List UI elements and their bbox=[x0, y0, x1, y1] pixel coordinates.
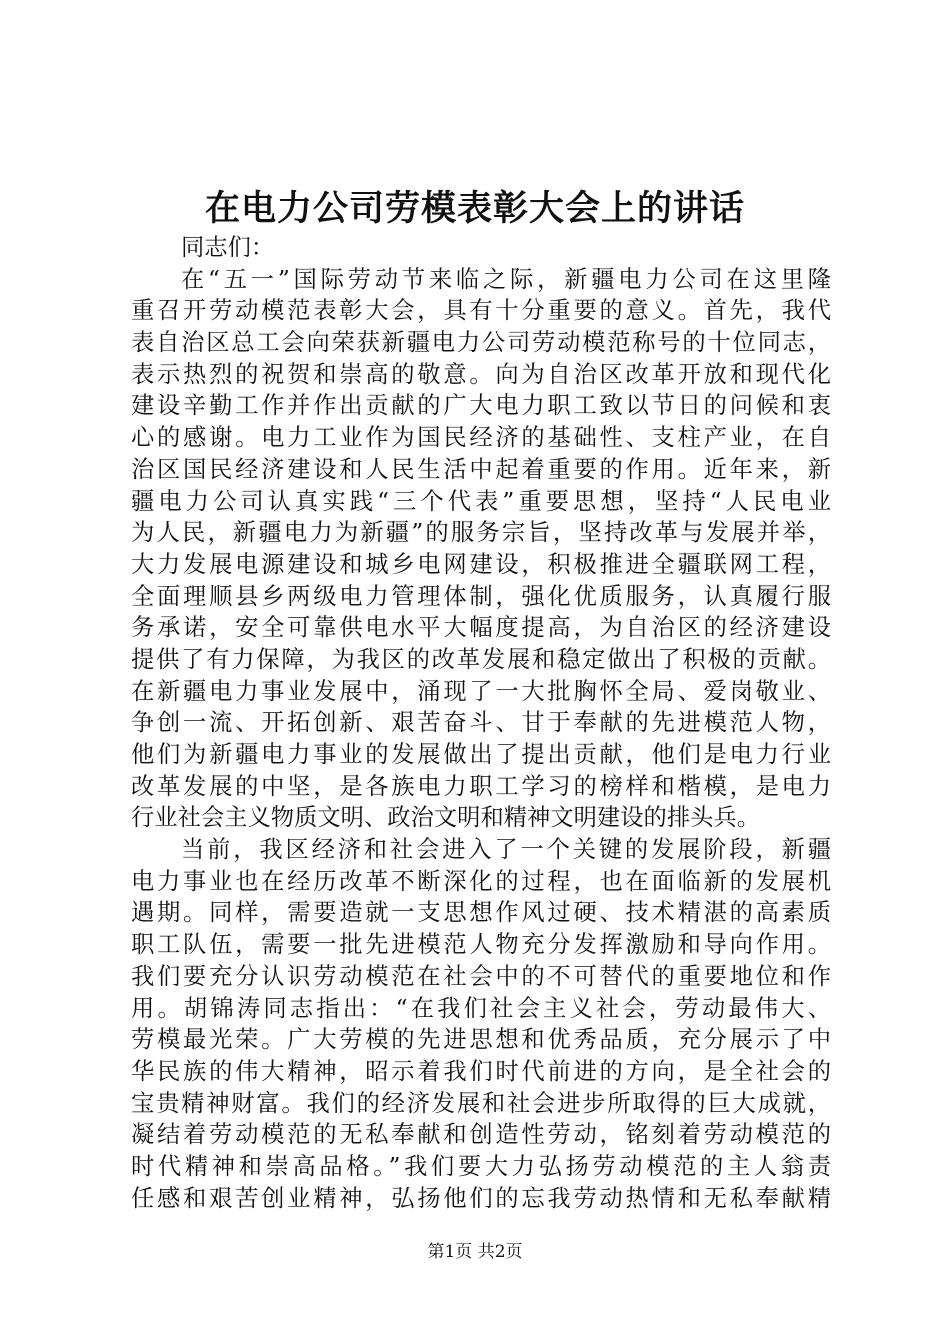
text-line: 在新疆电力事业发展中，涌现了一大批胸怀全局、爱岗敬业、 bbox=[131, 677, 831, 705]
document-body bbox=[131, 232, 831, 1214]
text-line: 华民族的伟大精神，昭示着我们时代前进的方向，是全社会的 bbox=[131, 1057, 831, 1085]
text-line: 务承诺，安全可靠供电水平大幅度提高，为自治区的经济建设 bbox=[131, 614, 831, 642]
text-line: 职工队伍，需要一批先进模范人物充分发挥激励和导向作用。 bbox=[131, 931, 831, 959]
salutation-line: 同志们： bbox=[181, 234, 275, 261]
text-line: 行业社会主义物质文明、政治文明和精神文明建设的排头兵。 bbox=[131, 804, 761, 832]
text-line: 为人民，新疆电力为新疆”的服务宗旨，坚持改革与发展并举， bbox=[131, 519, 831, 547]
text-line: 用。胡锦涛同志指出：“在我们社会主义社会，劳动最伟大、 bbox=[131, 994, 831, 1022]
text-line: 他们为新疆电力事业的发展做出了提出贡献，他们是电力行业 bbox=[131, 741, 831, 768]
text-line: 当前，我区经济和社会进入了一个关键的发展阶段，新疆 bbox=[181, 836, 831, 864]
text-line: 心的感谢。电力工业作为国民经济的基础性、支柱产业，在自 bbox=[131, 424, 831, 452]
text-line: 我们要充分认识劳动模范在社会中的不可替代的重要地位和作 bbox=[131, 962, 831, 990]
text-line: 遇期。同样，需要造就一支思想作风过硬、技术精湛的高素质 bbox=[131, 899, 831, 927]
text-line: 表自治区总工会向荣获新疆电力公司劳动模范称号的十位同志， bbox=[131, 329, 831, 357]
text-line: 在“五一”国际劳动节来临之际，新疆电力公司在这里隆 bbox=[181, 265, 831, 293]
text-line: 改革发展的中坚，是各族电力职工学习的榜样和楷模，是电力 bbox=[131, 772, 831, 800]
page-footer: 第1页 共2页 bbox=[427, 1242, 523, 1262]
text-line: 争创一流、开拓创新、艰苦奋斗、甘于奉献的先进模范人物， bbox=[131, 709, 831, 737]
text-line: 治区国民经济建设和人民生活中起着重要的作用。近年来，新 bbox=[131, 455, 831, 483]
text-line: 建设辛勤工作并作出贡献的广大电力职工致以节日的问候和衷 bbox=[131, 392, 831, 420]
text-line: 提供了有力保障，为我区的改革发展和稳定做出了积极的贡献。 bbox=[131, 645, 831, 673]
text-line: 任感和艰苦创业精神，弘扬他们的忘我劳动热情和无私奉献精 bbox=[131, 1184, 831, 1212]
text-line: 时代精神和崇高品格。”我们要大力弘扬劳动模范的主人翁责 bbox=[131, 1152, 831, 1180]
text-line: 疆电力公司认真实践“三个代表”重要思想，坚持“人民电业 bbox=[131, 487, 831, 515]
text-line: 宝贵精神财富。我们的经济发展和社会进步所取得的巨大成就， bbox=[131, 1089, 831, 1117]
text-line: 表示热烈的祝贺和崇高的敬意。向为自治区改革开放和现代化 bbox=[131, 360, 831, 388]
text-line: 劳模最光荣。广大劳模的先进思想和优秀品质，充分展示了中 bbox=[131, 1026, 831, 1054]
text-line: 电力事业也在经历改革不断深化的过程，也在面临新的发展机 bbox=[131, 867, 831, 895]
text-line: 全面理顺县乡两级电力管理体制，强化优质服务，认真履行服 bbox=[131, 582, 831, 610]
document-title: 在电力公司劳模表彰大会上的讲话 bbox=[204, 188, 745, 229]
text-line: 凝结着劳动模范的无私奉献和创造性劳动，铭刻着劳动模范的 bbox=[131, 1121, 831, 1149]
text-line: 重召开劳动模范表彰大会，具有十分重要的意义。首先，我代 bbox=[131, 297, 831, 325]
text-line: 大力发展电源建设和城乡电网建设，积极推进全疆联网工程， bbox=[131, 550, 831, 578]
